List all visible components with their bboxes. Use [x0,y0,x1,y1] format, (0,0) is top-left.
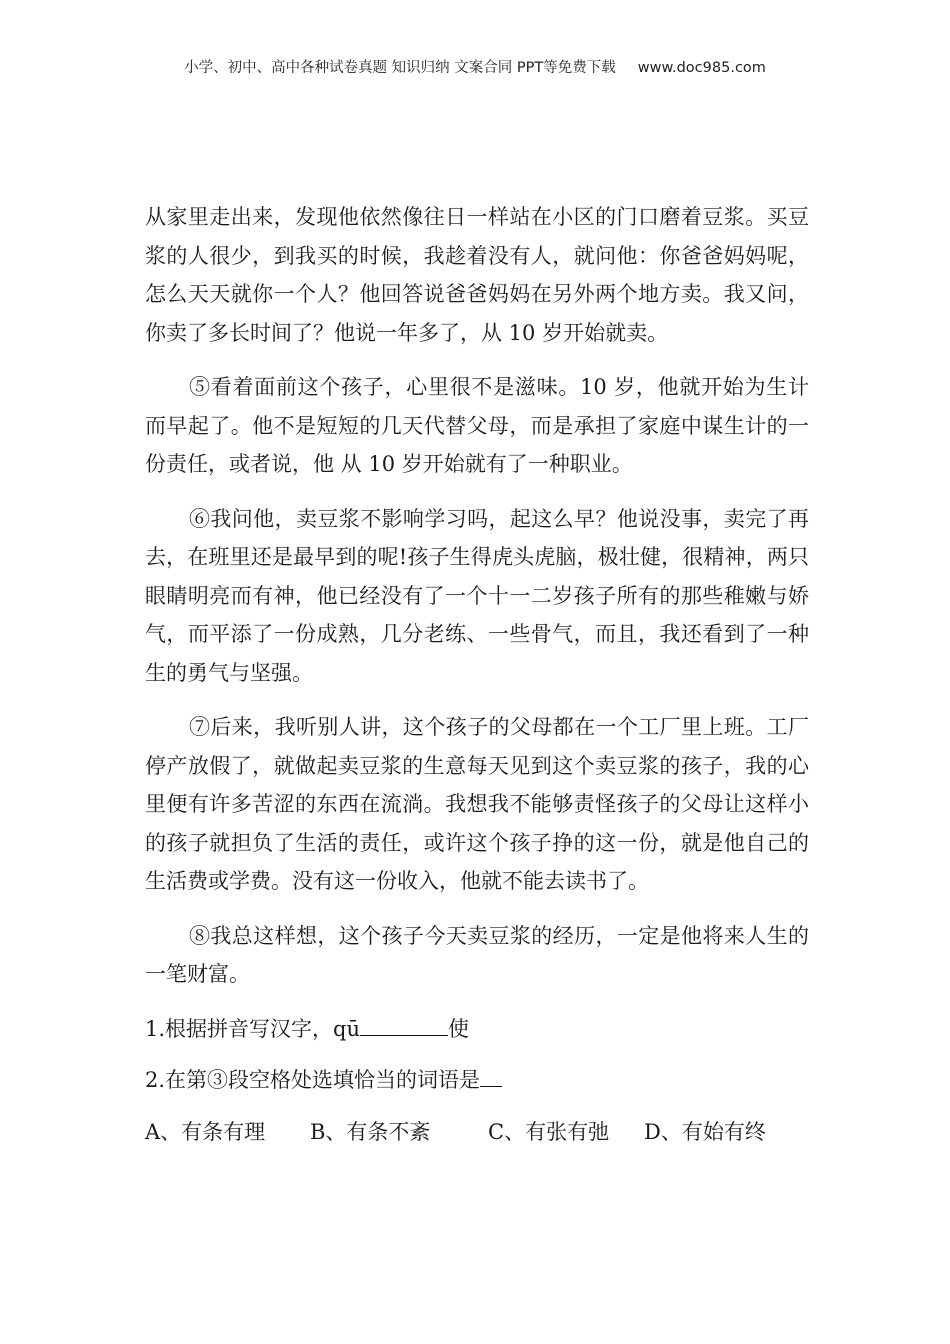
paragraph-8: ⑧我总这样想，这个孩子今天卖豆浆的经历，一定是他将来人生的一笔财富。 [145,923,809,986]
page-header [0,56,950,77]
answer-blank-2[interactable] [480,1064,502,1087]
header-url[interactable]: www.doc985.com [637,60,766,76]
document-body [145,198,809,1151]
paragraph-6: ⑥我问他，卖豆浆不影响学习吗，起这么早？他说没事，卖完了再去，在班里还是最早到的呢!孩子生得虎头虎脑，极壮健，很精神，两只眼睛明亮而有神，他已经没有了一个十一二岁孩子所有的那些稚嫩与娇气，而平添了一份成熟，几分老练、一些骨气，而且，我还看到了一种生的勇气与坚强。 [145,506,809,685]
paragraph-5: ⑤看着面前这个孩子，心里很不是滋味。10 岁，他就开始为生计而早起了。他不是短短的几天代替父母，而是承担了家庭中谋生计的一份责任，或者说，他 从 10 岁开始就有了一种职业。 [145,375,809,476]
paragraph-continuation: 从家里走出来，发现他依然像往日一样站在小区的门口磨着豆浆。买豆浆的人很少，到我买的时候，我趁着没有人，就问他：你爸爸妈妈呢，怎么天天就你一个人？他回答说爸爸妈妈在另外两个地方卖。我又问，你卖了多长时间了？他说一年多了，从 10 岁开始就卖。 [145,205,809,345]
question-2 [145,1061,809,1100]
question-2-text: 2.在第③段空格处选填恰当的词语是 [145,1068,481,1092]
header-title: 小学、初中、高中各种试卷真题 知识归纳 文案合同 PPT等免费下载 [184,60,616,76]
question-1 [145,1010,809,1049]
question-1-suffix: 使 [448,1016,470,1041]
paragraph-7: ⑦后来，我听别人讲，这个孩子的父母都在一个工厂里上班。工厂停产放假了，就做起卖豆浆的生意每天见到这个卖豆浆的孩子，我的心里便有许多苦涩的东西在流淌。我想我不能够责怪孩子的父母让这样小的孩子就担负了生活的责任，或许这个孩子挣的这一份，就是他自己的生活费或学费。没有这一份收入，他就不能去读书了。 [145,715,809,893]
option-b: B、有条不紊 [310,1119,431,1144]
answer-blank-1[interactable] [360,1013,448,1036]
question-2-options [145,1113,809,1152]
option-c: C、有张有弛 [488,1119,610,1144]
option-d: D、有始有终 [644,1119,766,1144]
question-1-prefix: 1.根据拼音写汉字，qū [145,1016,361,1041]
option-a: A、有条有理 [145,1119,266,1144]
